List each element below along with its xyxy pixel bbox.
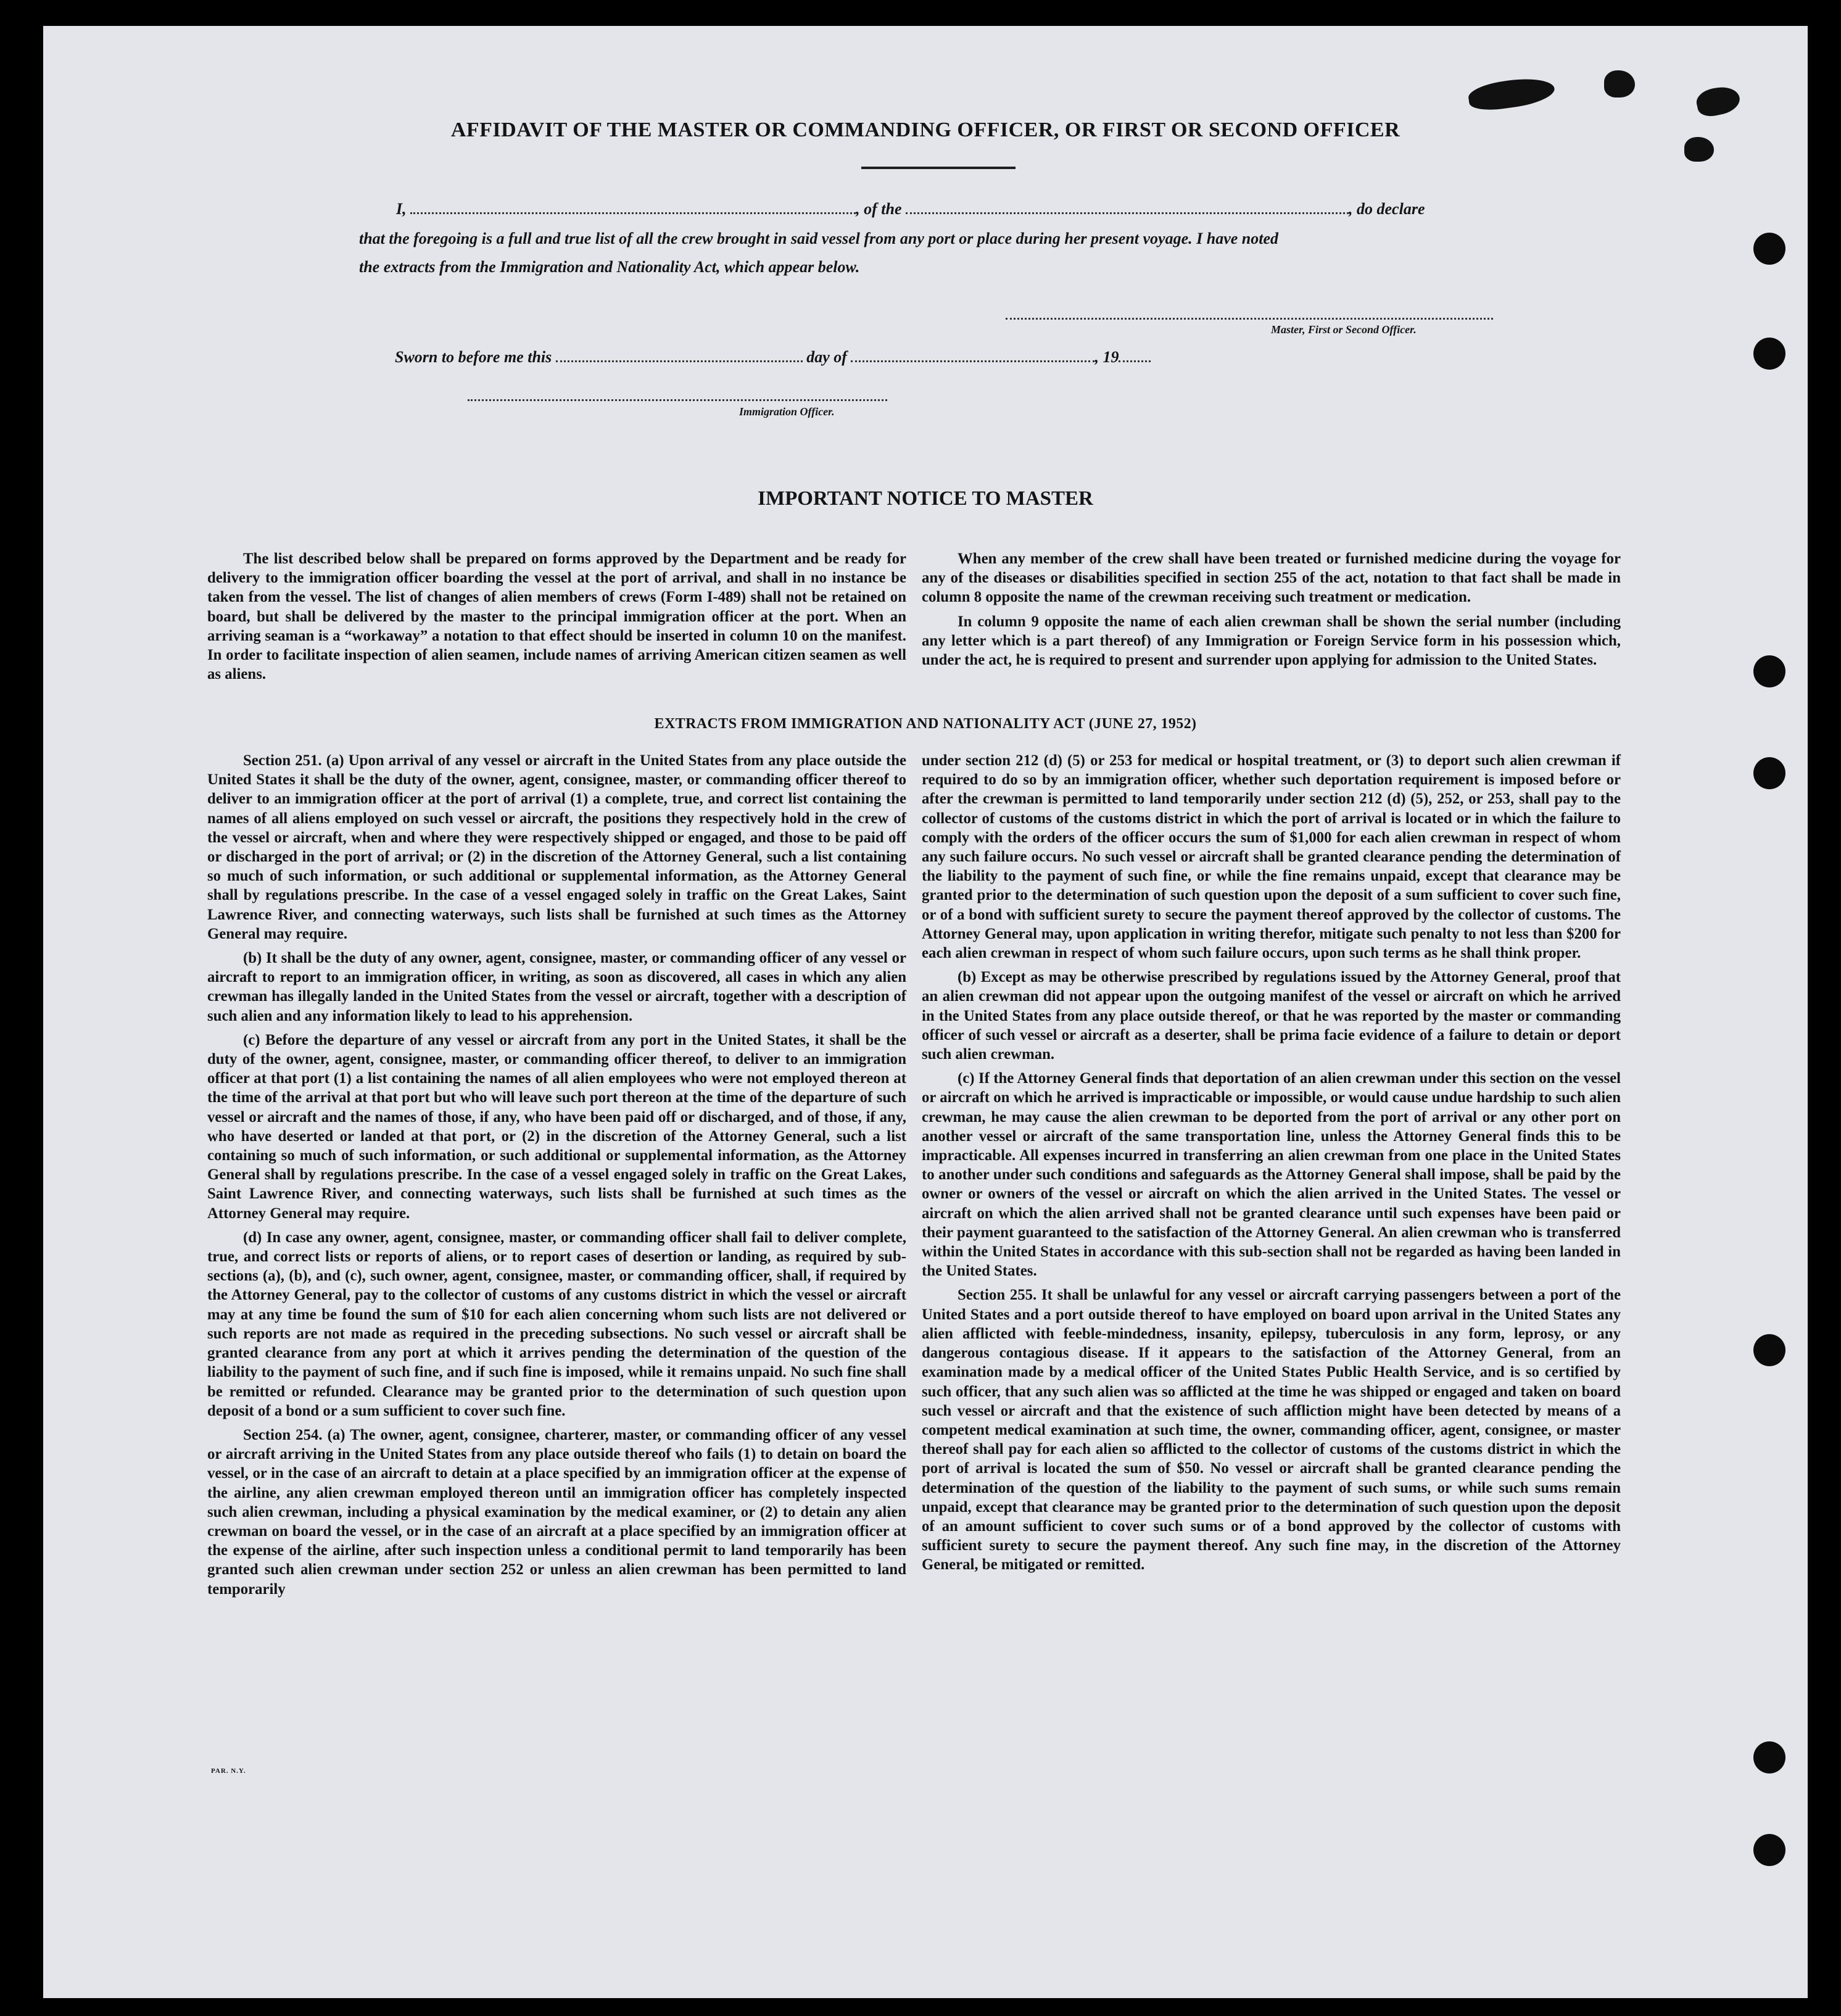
notice-left-column (207, 549, 906, 689)
declaration-statement: that the foregoing is a full and true list of all the crew brought in said vessel from any port or place during her present voyage. I have noted (359, 230, 1279, 247)
notice-paragraph: The list described below shall be prepared on forms approved by the Department and be ready for delivery to the immigration officer boarding the vessel at the port of arrival, and shall in no instance be taken from the vessel. The list of changes of alien members of crews (Form I-489) shall not be retained on board, but shall be delivered by the master to the principal immigration officer at the port. When an arriving seaman is a “workaway” a notation to that effect should be inserted in column 10 on the manifest. In order to facilitate inspection of alien seamen, include names of arriving American citizen seamen as well as aliens. (207, 550, 906, 683)
printer-mark: PAR. N.Y. (211, 1767, 246, 1775)
sworn-year-field[interactable] (1119, 358, 1151, 362)
binder-hole (1753, 1741, 1785, 1773)
extract-paragraph: (b) Except as may be otherwise prescribed by regulations issued by the Attorney General, proof that an alien crewman did not appear upon the outgoing manifest of the vessel or aircraft on which he arrived in the United States from any place outside thereof, or that he was reported by the master or commanding officer of such vessel or aircraft as a deserter, shall be prima facie evidence of a failure to detain or deport such alien crewman. (922, 969, 1621, 1063)
affidavit-title: AFFIDAVIT OF THE MASTER OR COMMANDING OFFICER, OR FIRST OR SECOND OFFICER (450, 118, 1400, 141)
declarant-prefix: I, (396, 200, 407, 218)
binder-hole (1753, 233, 1785, 265)
ink-smudge (1694, 83, 1742, 119)
binder-hole (1753, 1334, 1785, 1366)
extracts-left-column (207, 751, 906, 1604)
title-underline (861, 167, 1016, 169)
sworn-month-field[interactable] (851, 358, 1094, 362)
extract-paragraph: Section 254. (a) The owner, agent, consignee, charterer, master, or commanding officer of any vessel or aircraft arriving in the United States from any place outside thereof who fails (1) to detain on board the vessel, or in the case of an aircraft to detain at a place specified by an immigration officer at the expense of the airline, any alien crewman employed thereon until an immigration officer has completely inspected such alien crewman, including a physical examination by the medical examiner, or (2) to detain any alien crewman on board the vessel, or in the case of an aircraft at a place specified by an immigration officer at the expense of the airline, after such inspection unless a conditional permit to land temporarily has been granted such alien crewman under section 252 or unless an alien crewman has been permitted to land temporarily (207, 1426, 906, 1598)
declaration-statement-cont: the extracts from the Immigration and Nationality Act, which appear below. (359, 258, 860, 276)
extracts-right-column (922, 751, 1621, 1580)
ink-smudge (1604, 70, 1635, 97)
binder-hole (1753, 655, 1785, 687)
day-of-label: day of (806, 348, 847, 366)
form-page (43, 26, 1808, 1998)
sworn-day-field[interactable] (556, 358, 803, 362)
master-signature-label: Master, First or Second Officer. (1271, 323, 1417, 336)
extract-paragraph: under section 212 (d) (5) or 253 for medical or hospital treatment, or (3) to deport such alien crewman if required to do so by an immigration officer, whether such deportation requirement is imposed before or after the crewman is permitted to land temporarily under section 212 (d) (5), 252, or 253, shall pay to the collector of customs of the customs district in which the port of arrival is located or in which the failure to comply with the orders of the officer occurs the sum of $1,000 for each alien crewman in respect of whom any such failure occurs. No such vessel or aircraft shall be granted clearance pending the determination of the liability to the payment of such fine, or while the fine remains unpaid, except that clearance may be granted prior to the determination of such question upon the deposit of a sum sufficient to cover such fine, or of a bond with sufficient surety to secure the payment thereof approved by the collector of customs. The Attorney General may, upon application in writing therefor, mitigate such penalty to not less than $200 for each alien crewman in respect of whom such failure occurs, upon such terms as he shall think proper. (922, 752, 1621, 962)
sworn-label: Sworn to before me this (395, 348, 552, 366)
of-the-label: , of the (856, 200, 902, 218)
notice-paragraph: In column 9 opposite the name of each alien crewman shall be shown the serial number (including any letter which is a part thereof) of any Immigration or Foreign Service form in his possession which, under the act, he is required to present and surrender upon applying for admission to the United States. (922, 613, 1621, 669)
vessel-name-field[interactable] (906, 210, 1349, 214)
binder-hole (1753, 1834, 1785, 1866)
ink-smudge (1467, 74, 1557, 113)
extract-paragraph: (b) It shall be the duty of any owner, agent, consignee, master, or commanding officer of any vessel or aircraft to report to an immigration officer, in writing, as soon as discovered, all cases in which any alien crewman has illegally landed in the United States from the vessel or aircraft, together with a description of such alien and any information likely to lead to his apprehension. (207, 950, 906, 1024)
notice-paragraph: When any member of the crew shall have been treated or furnished medicine during the voyage for any of the diseases or disabilities specified in section 255 of the act, notation to that fact shall be made in column 8 opposite the name of the crewman receiving such treatment or medication. (922, 550, 1621, 606)
notice-right-column (922, 549, 1621, 674)
declarant-name-field[interactable] (410, 210, 856, 214)
extract-paragraph: (c) Before the departure of any vessel or aircraft from any port in the United States, it shall be the duty of the owner, agent, consignee, master, or commanding officer thereof, to deliver to an immigration officer at that port (1) a list containing the names of all alien employees who were not employed thereon at the time of the arrival at that port but who will leave such port thereon at the time of the departure of such vessel or aircraft and the names of those, if any, who have been paid off or discharged, and of those, if any, who have deserted or landed at that port, or (2) in the discretion of the Attorney General, such a list containing so much of such information, or such additional or supplemental information, as the Attorney General shall by regulations prescribe. In the case of a vessel engaged solely in traffic on the Great Lakes, Saint Lawrence River, and connecting waterways, such lists shall be furnished at such times as the Attorney General may require. (207, 1031, 906, 1222)
extracts-title: EXTRACTS FROM IMMIGRATION AND NATIONALITY ACT (JUNE 27, 1952) (654, 716, 1197, 732)
extract-paragraph: (d) In case any owner, agent, consignee, master, or commanding officer shall fail to deliver complete, true, and correct lists or reports of aliens, or to report cases of desertion or landing, as required by sub-sections (a), (b), and (c), such owner, agent, consignee, master, or commanding officer, shall, if required by the Attorney General, pay to the collector of customs of any customs district in which the vessel or aircraft may at any time be found the sum of $10 for each alien concerning whom such lists are not delivered or such reports are not made as required in the preceding subsections. No such vessel or aircraft shall be granted clearance from any port at which it arrives pending the determination of the question of the liability to the payment of such fine, and if such fine is imposed, while it remains unpaid. No such fine shall be remitted or refunded. Clearance may be granted prior to the determination of such question upon deposit of a bond or a sum sufficient to cover such fine. (207, 1229, 906, 1419)
binder-hole (1753, 757, 1785, 789)
declare-label: , do declare (1349, 200, 1425, 218)
ink-smudge (1684, 137, 1714, 162)
binder-hole (1753, 338, 1785, 370)
officer-signature-line[interactable] (468, 399, 887, 401)
sworn-line (395, 348, 1151, 367)
declaration-line (396, 200, 1425, 218)
extract-paragraph: Section 255. It shall be unlawful for any vessel or aircraft carrying passengers between a port of the United States and a port outside thereof to have employed on board upon arrival in the United States any alien afflicted with feeble-mindedness, insanity, epilepsy, tuberculosis in any form, leprosy, or any dangerous contagious disease. If it appears to the satisfaction of the Attorney General, from an examination made by a medical officer of the United States Public Health Service, and is so certified by such officer, that any such alien was so afflicted at the time he was shipped or engaged and taken on board such vessel or aircraft and that the existence of such affliction might have been detected by means of a competent medical examination at such time, the owner, commanding officer, agent, consignee, or master thereof shall pay for each alien so afflicted to the collector of customs of the customs district in which the port of arrival is located the sum of $50. No vessel or aircraft shall be granted clearance pending the determination of the question of the liability to the payment of such sums, or while such sums remain unpaid, except that clearance may be granted prior to the determination of such question upon the deposit of an amount sufficient to cover such sums or of a bond approved by the collector of customs with sufficient surety to secure the payment thereof. Any such fine may, in the discretion of the Attorney General, be mitigated or remitted. (922, 1287, 1621, 1574)
master-signature-line[interactable] (1006, 318, 1493, 320)
year-prefix-label: , 19 (1094, 348, 1119, 366)
extract-paragraph: Section 251. (a) Upon arrival of any vessel or aircraft in the United States from any place outside the United States it shall be the duty of the owner, agent, consignee, master, or commanding officer thereof to deliver to an immigration officer at the port of arrival (1) a complete, true, and correct list containing the names of all aliens employed on such vessel or aircraft, the positions they respectively hold in the crew of the vessel or aircraft, when and where they were respectively shipped or engaged, and those to be paid off or discharged in the port of arrival; or (2) in the discretion of the Attorney General, such a list containing so much of such information, or such additional or supplemental information, as the Attorney General shall by regulations prescribe. In the case of a vessel engaged solely in traffic on the Great Lakes, Saint Lawrence River, and connecting waterways, such lists shall be furnished at such times as the Attorney General may require. (207, 752, 906, 942)
officer-signature-label: Immigration Officer. (739, 405, 835, 418)
extract-paragraph: (c) If the Attorney General finds that deportation of an alien crewman under this section on the vessel or aircraft on which he arrived is impracticable or impossible, or would cause undue hardship to such alien crewman, he may cause the alien crewman to be deported from the port of arrival or any other port on another vessel or aircraft of the same transportation line, unless the Attorney General finds this to be impracticable. All expenses incurred in transferring an alien crewman from one place in the United States to another under such conditions and safeguards as the Attorney General shall impose, shall be paid by the owner or owners of the vessel or aircraft on which the alien arrived in the United States. The vessel or aircraft on which the alien arrived shall not be granted clearance until such expenses have been paid or their payment guaranteed to the satisfaction of the Attorney General. An alien crewman who is transferred within the United States in accordance with this sub-section shall not be regarded as having been landed in the United States. (922, 1070, 1621, 1280)
notice-title: IMPORTANT NOTICE TO MASTER (758, 487, 1093, 510)
